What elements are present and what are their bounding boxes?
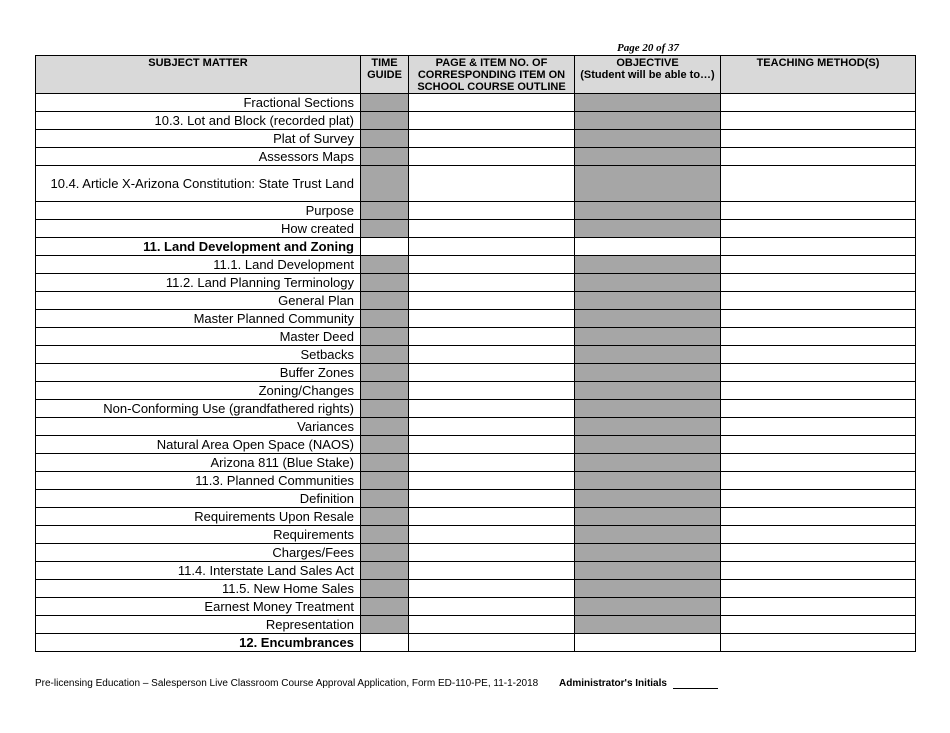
table-row (36, 382, 916, 400)
table-row (36, 364, 916, 382)
teaching-method-cell[interactable] (721, 526, 916, 544)
teaching-method-cell[interactable] (721, 580, 916, 598)
teaching-method-cell[interactable] (721, 148, 916, 166)
objective-cell (575, 544, 721, 562)
time-guide-cell (361, 328, 409, 346)
teaching-method-cell[interactable] (721, 634, 916, 652)
time-guide-cell[interactable] (361, 238, 409, 256)
time-guide-cell (361, 616, 409, 634)
page-item-cell[interactable] (409, 364, 575, 382)
subject-cell: Requirements (36, 526, 361, 544)
subject-cell: Assessors Maps (36, 148, 361, 166)
teaching-method-cell[interactable] (721, 292, 916, 310)
page-item-cell[interactable] (409, 454, 575, 472)
teaching-method-cell[interactable] (721, 274, 916, 292)
objective-cell (575, 112, 721, 130)
table-row (36, 94, 916, 112)
subject-cell: 11.2. Land Planning Terminology (36, 274, 361, 292)
time-guide-cell (361, 166, 409, 202)
subject-cell: 11.4. Interstate Land Sales Act (36, 562, 361, 580)
page-item-cell[interactable] (409, 256, 575, 274)
teaching-method-cell[interactable] (721, 238, 916, 256)
subject-cell: Zoning/Changes (36, 382, 361, 400)
subject-cell: Master Deed (36, 328, 361, 346)
table-row (36, 436, 916, 454)
table-row (36, 346, 916, 364)
subject-cell: Natural Area Open Space (NAOS) (36, 436, 361, 454)
table-row (36, 526, 916, 544)
time-guide-cell (361, 400, 409, 418)
table-row (36, 454, 916, 472)
objective-cell (575, 580, 721, 598)
header-objective (575, 56, 721, 94)
page-item-cell[interactable] (409, 400, 575, 418)
table-row (36, 148, 916, 166)
time-guide-cell (361, 220, 409, 238)
subject-cell: 10.3. Lot and Block (recorded plat) (36, 112, 361, 130)
teaching-method-cell[interactable] (721, 472, 916, 490)
subject-cell: Arizona 811 (Blue Stake) (36, 454, 361, 472)
table-row (36, 616, 916, 634)
teaching-method-cell[interactable] (721, 436, 916, 454)
page-item-cell[interactable] (409, 328, 575, 346)
teaching-method-cell[interactable] (721, 544, 916, 562)
table-row (36, 292, 916, 310)
page-item-cell[interactable] (409, 472, 575, 490)
page-item-cell[interactable] (409, 580, 575, 598)
objective-cell (575, 346, 721, 364)
subject-cell: 11.5. New Home Sales (36, 580, 361, 598)
subject-cell: Charges/Fees (36, 544, 361, 562)
time-guide-cell (361, 274, 409, 292)
table-row (36, 490, 916, 508)
teaching-method-cell[interactable] (721, 310, 916, 328)
table-row (36, 274, 916, 292)
objective-cell (575, 382, 721, 400)
page-item-cell[interactable] (409, 544, 575, 562)
teaching-method-cell[interactable] (721, 130, 916, 148)
subject-cell: Buffer Zones (36, 364, 361, 382)
objective-cell (575, 256, 721, 274)
time-guide-cell (361, 436, 409, 454)
page-item-cell[interactable] (409, 436, 575, 454)
table-row (36, 238, 916, 256)
subject-cell: 12. Encumbrances (36, 634, 361, 652)
page-item-cell[interactable] (409, 166, 575, 202)
subject-cell: How created (36, 220, 361, 238)
page-item-cell[interactable] (409, 94, 575, 112)
objective-cell (575, 400, 721, 418)
objective-cell (575, 364, 721, 382)
time-guide-cell (361, 580, 409, 598)
table-row (36, 310, 916, 328)
time-guide-cell (361, 526, 409, 544)
page-item-cell[interactable] (409, 274, 575, 292)
teaching-method-cell[interactable] (721, 220, 916, 238)
footer-form-info: Pre-licensing Education – Salesperson Live Classroom Course Approval Application, Form ED-110-PE, 11-1-2018 (35, 678, 539, 689)
table-row (36, 220, 916, 238)
objective-cell (575, 418, 721, 436)
subject-cell: Setbacks (36, 346, 361, 364)
table-header-row (36, 56, 916, 94)
subject-cell: 10.4. Article X-Arizona Constitution: State Trust Land (36, 166, 361, 202)
table-row (36, 472, 916, 490)
page-item-cell[interactable] (409, 292, 575, 310)
time-guide-cell (361, 382, 409, 400)
table-body (36, 94, 916, 652)
subject-cell: 11.1. Land Development (36, 256, 361, 274)
page-item-cell[interactable] (409, 148, 575, 166)
objective-cell (575, 436, 721, 454)
table-row (36, 202, 916, 220)
time-guide-cell (361, 292, 409, 310)
time-guide-cell (361, 202, 409, 220)
time-guide-cell (361, 508, 409, 526)
objective-cell (575, 562, 721, 580)
table-row (36, 400, 916, 418)
objective-cell[interactable] (575, 238, 721, 256)
objective-cell (575, 292, 721, 310)
time-guide-cell (361, 256, 409, 274)
subject-cell: Plat of Survey (36, 130, 361, 148)
teaching-method-cell[interactable] (721, 418, 916, 436)
objective-cell[interactable] (575, 634, 721, 652)
teaching-method-cell[interactable] (721, 598, 916, 616)
page-item-cell[interactable] (409, 562, 575, 580)
subject-cell: General Plan (36, 292, 361, 310)
objective-cell (575, 148, 721, 166)
objective-cell (575, 526, 721, 544)
objective-cell (575, 328, 721, 346)
administrator-initials-label: Administrator's Initials (559, 678, 667, 689)
table-row (36, 256, 916, 274)
page-item-cell[interactable] (409, 598, 575, 616)
teaching-method-cell[interactable] (721, 364, 916, 382)
teaching-method-cell[interactable] (721, 112, 916, 130)
time-guide-cell (361, 112, 409, 130)
subject-cell: Definition (36, 490, 361, 508)
subject-cell: 11. Land Development and Zoning (36, 238, 361, 256)
teaching-method-cell[interactable] (721, 400, 916, 418)
page-item-cell[interactable] (409, 382, 575, 400)
page-number: Page 20 of 37 (617, 42, 680, 54)
table-row (36, 562, 916, 580)
page-item-cell[interactable] (409, 634, 575, 652)
objective-cell (575, 508, 721, 526)
subject-cell: Purpose (36, 202, 361, 220)
teaching-method-cell[interactable] (721, 346, 916, 364)
time-guide-cell (361, 454, 409, 472)
header-time-guide: TIME GUIDE (361, 56, 409, 94)
teaching-method-cell[interactable] (721, 382, 916, 400)
page-item-cell[interactable] (409, 238, 575, 256)
teaching-method-cell[interactable] (721, 94, 916, 112)
page-item-cell[interactable] (409, 346, 575, 364)
course-outline-table (35, 55, 916, 652)
objective-cell (575, 94, 721, 112)
table-row (36, 166, 916, 202)
page-item-cell[interactable] (409, 310, 575, 328)
teaching-method-cell[interactable] (721, 616, 916, 634)
page-item-cell[interactable] (409, 508, 575, 526)
objective-cell (575, 490, 721, 508)
time-guide-cell (361, 364, 409, 382)
objective-cell (575, 130, 721, 148)
time-guide-cell (361, 562, 409, 580)
footer (35, 678, 718, 689)
table-row (36, 130, 916, 148)
teaching-method-cell[interactable] (721, 202, 916, 220)
time-guide-cell (361, 310, 409, 328)
time-guide-cell (361, 346, 409, 364)
objective-cell (575, 274, 721, 292)
page-item-cell[interactable] (409, 418, 575, 436)
header-objective-subtitle: (Student will be able to…) (580, 69, 715, 81)
table-row (36, 598, 916, 616)
time-guide-cell (361, 490, 409, 508)
subject-cell: 11.3. Planned Communities (36, 472, 361, 490)
time-guide-cell (361, 598, 409, 616)
time-guide-cell[interactable] (361, 634, 409, 652)
teaching-method-cell[interactable] (721, 256, 916, 274)
time-guide-cell (361, 472, 409, 490)
table-row (36, 112, 916, 130)
time-guide-cell (361, 148, 409, 166)
table-row (36, 328, 916, 346)
time-guide-cell (361, 94, 409, 112)
table-row (36, 508, 916, 526)
table-row (36, 580, 916, 598)
subject-cell: Variances (36, 418, 361, 436)
page-item-cell[interactable] (409, 526, 575, 544)
table-row (36, 544, 916, 562)
objective-cell (575, 454, 721, 472)
header-page-item: PAGE & ITEM NO. OF CORRESPONDING ITEM ON SCHOOL COURSE OUTLINE (409, 56, 575, 94)
subject-cell: Non-Conforming Use (grandfathered rights) (36, 400, 361, 418)
page-item-cell[interactable] (409, 220, 575, 238)
page-item-cell[interactable] (409, 130, 575, 148)
teaching-method-cell[interactable] (721, 490, 916, 508)
page-item-cell[interactable] (409, 112, 575, 130)
objective-cell (575, 166, 721, 202)
time-guide-cell (361, 418, 409, 436)
teaching-method-cell[interactable] (721, 328, 916, 346)
objective-cell (575, 472, 721, 490)
subject-cell: Fractional Sections (36, 94, 361, 112)
header-teaching-methods: TEACHING METHOD(S) (721, 56, 916, 94)
objective-cell (575, 310, 721, 328)
teaching-method-cell[interactable] (721, 454, 916, 472)
objective-cell (575, 598, 721, 616)
subject-cell: Representation (36, 616, 361, 634)
time-guide-cell (361, 544, 409, 562)
time-guide-cell (361, 130, 409, 148)
page-item-cell[interactable] (409, 616, 575, 634)
objective-cell (575, 202, 721, 220)
table-row (36, 634, 916, 652)
objective-cell (575, 220, 721, 238)
header-subject-matter: SUBJECT MATTER (36, 56, 361, 94)
header-objective-title: OBJECTIVE (616, 57, 679, 69)
page-item-cell[interactable] (409, 490, 575, 508)
objective-cell (575, 616, 721, 634)
teaching-method-cell[interactable] (721, 166, 916, 202)
teaching-method-cell[interactable] (721, 508, 916, 526)
subject-cell: Master Planned Community (36, 310, 361, 328)
table-row (36, 418, 916, 436)
administrator-initials-field[interactable] (673, 679, 718, 689)
subject-cell: Requirements Upon Resale (36, 508, 361, 526)
page-item-cell[interactable] (409, 202, 575, 220)
subject-cell: Earnest Money Treatment (36, 598, 361, 616)
teaching-method-cell[interactable] (721, 562, 916, 580)
